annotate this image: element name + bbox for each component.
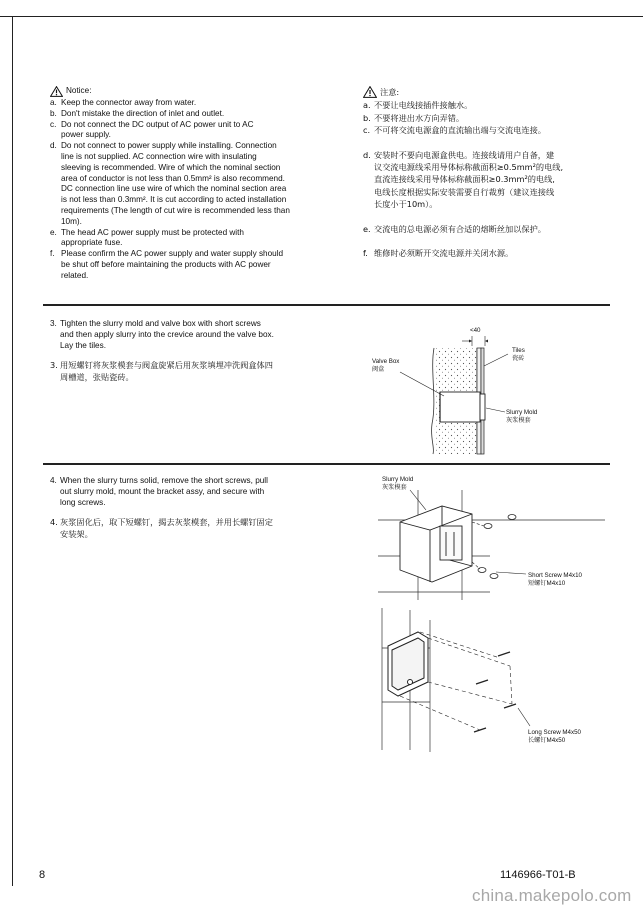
step-3 [50, 319, 340, 383]
item-text [61, 120, 350, 142]
step-4-cn: 4. 灰浆固化后，取下短螺钉，揭去灰浆模套，并用长螺钉固定 安装架。 [50, 516, 340, 540]
item-text [61, 228, 350, 250]
figure-bracket-mounting [370, 470, 615, 760]
top-border-line [0, 16, 643, 17]
slurry-mold-label-cn: 灰浆模套 [382, 484, 407, 491]
valve-box-section-drawing [360, 320, 610, 460]
step-line: 安装架。 [60, 529, 93, 540]
step-line: 灰浆固化后，取下短螺钉，揭去灰浆模套，并用长螺钉固定 [60, 517, 273, 528]
item-line: 不要将进出水方向弄错。 [374, 112, 465, 123]
slurry-mold-label-cn: 灰浆模套 [506, 417, 531, 424]
item-text [374, 149, 608, 211]
notice-cn-item-a [363, 99, 608, 111]
item-text [61, 141, 350, 227]
item-line: 10m). [61, 216, 82, 226]
short-screw-label: Short Screw M4x10 [528, 572, 582, 579]
document-code: 1146966-T01-B [500, 869, 576, 881]
step-line: 周槽道，张贴瓷砖。 [60, 372, 134, 383]
item-line: Do not connect the DC output of AC power unit to AC [61, 119, 254, 129]
slurry-mold-label: Slurry Mold [506, 409, 538, 416]
section-divider-2 [43, 463, 610, 465]
step-3-cn: 3. 用短螺钉将灰浆模套与阀盒旋紧后用灰浆填埋冲洗阀盒体四 周槽道，张贴瓷砖。 [50, 359, 340, 383]
item-line: 电线长度根据实际安装需要自行裁剪（建议连接线 [374, 186, 555, 197]
notice-cn [363, 86, 608, 259]
step-line: 用短螺钉将灰浆模套与阀盒旋紧后用灰浆填埋冲洗阀盒体四 [60, 360, 273, 371]
long-screw-label-cn: 长螺钉M4x50 [528, 737, 566, 744]
item-line: Keep the connector away from water. [61, 98, 197, 107]
item-line: area of conductor is not less than 0.5mm² is also recommend. [61, 173, 285, 183]
step-line: long screws. [60, 497, 106, 507]
item-line: Don't mistake the direction of inlet and outlet. [61, 108, 225, 118]
item-line: 长度小于10m）。 [374, 199, 438, 210]
item-line: 直流连接线采用导体标称截面积≥0.3mm²的电线, [374, 174, 555, 185]
item-text [374, 99, 608, 111]
item-line: be shut off before maintaining the products with AC power [61, 259, 271, 269]
item-text [374, 112, 608, 124]
slurry-mold-label: Slurry Mold [382, 476, 414, 483]
item-key: b. [363, 112, 371, 123]
item-line: appropriate fuse. [61, 238, 123, 248]
notice-cn-item-f [363, 247, 608, 259]
step-line: Tighten the slurry mold and valve box with short screws [60, 319, 261, 328]
item-key: c. [50, 119, 57, 129]
item-text [374, 124, 608, 136]
watermark: china.makepolo.com [472, 886, 632, 905]
item-line: line is not supplied. AC connection wire with insulating [61, 151, 257, 161]
notice-en-item-c [50, 120, 350, 142]
item-line: 安装时不要向电源盒供电。连接线请用户自备，建 [374, 149, 555, 160]
figure-valve-box-section [360, 320, 610, 460]
long-screw-label: Long Screw M4x50 [528, 729, 581, 736]
step-4-en: 4. When the slurry turns solid, remove the short screws, pull out slurry mold, mount the bracket assy, and secure with long screws. [50, 476, 340, 508]
step-line: When the slurry turns solid, remove the short screws, pull [60, 476, 268, 485]
item-key: e. [363, 223, 371, 234]
dimension-label: <40 [470, 327, 481, 334]
notice-en-item-f [50, 249, 350, 281]
item-line: power supply. [61, 130, 111, 140]
item-line: Do not connect to power supply while installing. Connection [61, 141, 277, 151]
tiles-label-cn: 瓷砖 [512, 355, 525, 362]
item-text [374, 247, 608, 259]
notice-en-item-e [50, 228, 350, 250]
notice-cn-item-e [363, 223, 608, 235]
item-line: 维修时必须断开交流电源并关闭水源。 [374, 248, 514, 259]
notice-en-item-b [50, 109, 350, 120]
item-key: a. [50, 98, 57, 107]
item-line: Please confirm the AC power supply and water supply should [61, 249, 284, 259]
step-3-en: 3. Tighten the slurry mold and valve box with short screws and then apply slurry into the crevice around the valve box. Lay the tiles. [50, 319, 340, 351]
item-line: 议交流电源线采用导体标称截面积≥0.5mm²的电线, [374, 162, 564, 173]
notice-en-title-row [50, 86, 350, 97]
step-line: Lay the tiles. [60, 340, 106, 350]
valve-box-label: Valve Box [372, 358, 400, 365]
spacer [363, 137, 608, 149]
notice-cn-title: 注意: [380, 87, 400, 97]
step-4 [50, 476, 340, 540]
item-line: DC connection line use wire of which the nominal section area [61, 184, 287, 194]
left-border-line [12, 16, 13, 886]
tiles-label: Tiles [512, 347, 525, 354]
item-key: d. [363, 149, 371, 160]
notice-en-title: Notice: [66, 86, 92, 96]
item-key: f. [50, 249, 55, 259]
item-key: e. [50, 227, 57, 237]
item-line: sleeving is recommended. Wire of which the nominal section [61, 162, 281, 172]
notice-en-list [50, 98, 350, 282]
short-screw-label-cn: 短螺钉M4x10 [528, 580, 566, 587]
warning-triangle-icon [50, 86, 63, 97]
item-line: requirements (The length of cut wire is recommended less than [61, 205, 290, 215]
notice-en [50, 86, 350, 282]
step-line: out slurry mold, mount the bracket assy, and secure with [60, 486, 265, 496]
item-key: a. [363, 100, 371, 111]
step-line: and then apply slurry into the crevice around the valve box. [60, 329, 274, 339]
valve-box-label-cn: 阀盒 [372, 366, 385, 373]
section-divider-1 [43, 304, 610, 306]
warning-triangle-icon [363, 86, 377, 98]
item-key: d. [50, 141, 57, 151]
notice-cn-title-row [363, 86, 608, 98]
page-number: 8 [39, 869, 46, 881]
item-line: related. [61, 270, 89, 280]
item-text [374, 223, 608, 235]
item-line: is not less than 0.3mm². It is cut according to acted installation [61, 195, 287, 205]
item-key: b. [50, 108, 57, 118]
spacer [363, 211, 608, 223]
notice-cn-item-b [363, 112, 608, 124]
item-line: 交流电的总电源必须有合适的熔断丝加以保护。 [374, 223, 546, 234]
notice-en-item-a [50, 98, 350, 109]
item-line: 不要让电线接插件接触水。 [374, 100, 473, 111]
item-line: 不可将交流电源盒的直流输出端与交流电连接。 [374, 125, 546, 136]
item-text [61, 249, 350, 281]
item-key: f. [363, 248, 368, 259]
item-text [61, 109, 350, 120]
item-line: The head AC power supply must be protected with [61, 227, 244, 237]
notice-cn-item-d [363, 149, 608, 211]
notice-en-item-d [50, 141, 350, 227]
bracket-mounting-drawing [370, 470, 615, 760]
notice-cn-list [363, 99, 608, 259]
spacer [363, 235, 608, 247]
notice-cn-item-c [363, 124, 608, 136]
item-text [61, 98, 350, 109]
item-key: c. [363, 125, 371, 136]
